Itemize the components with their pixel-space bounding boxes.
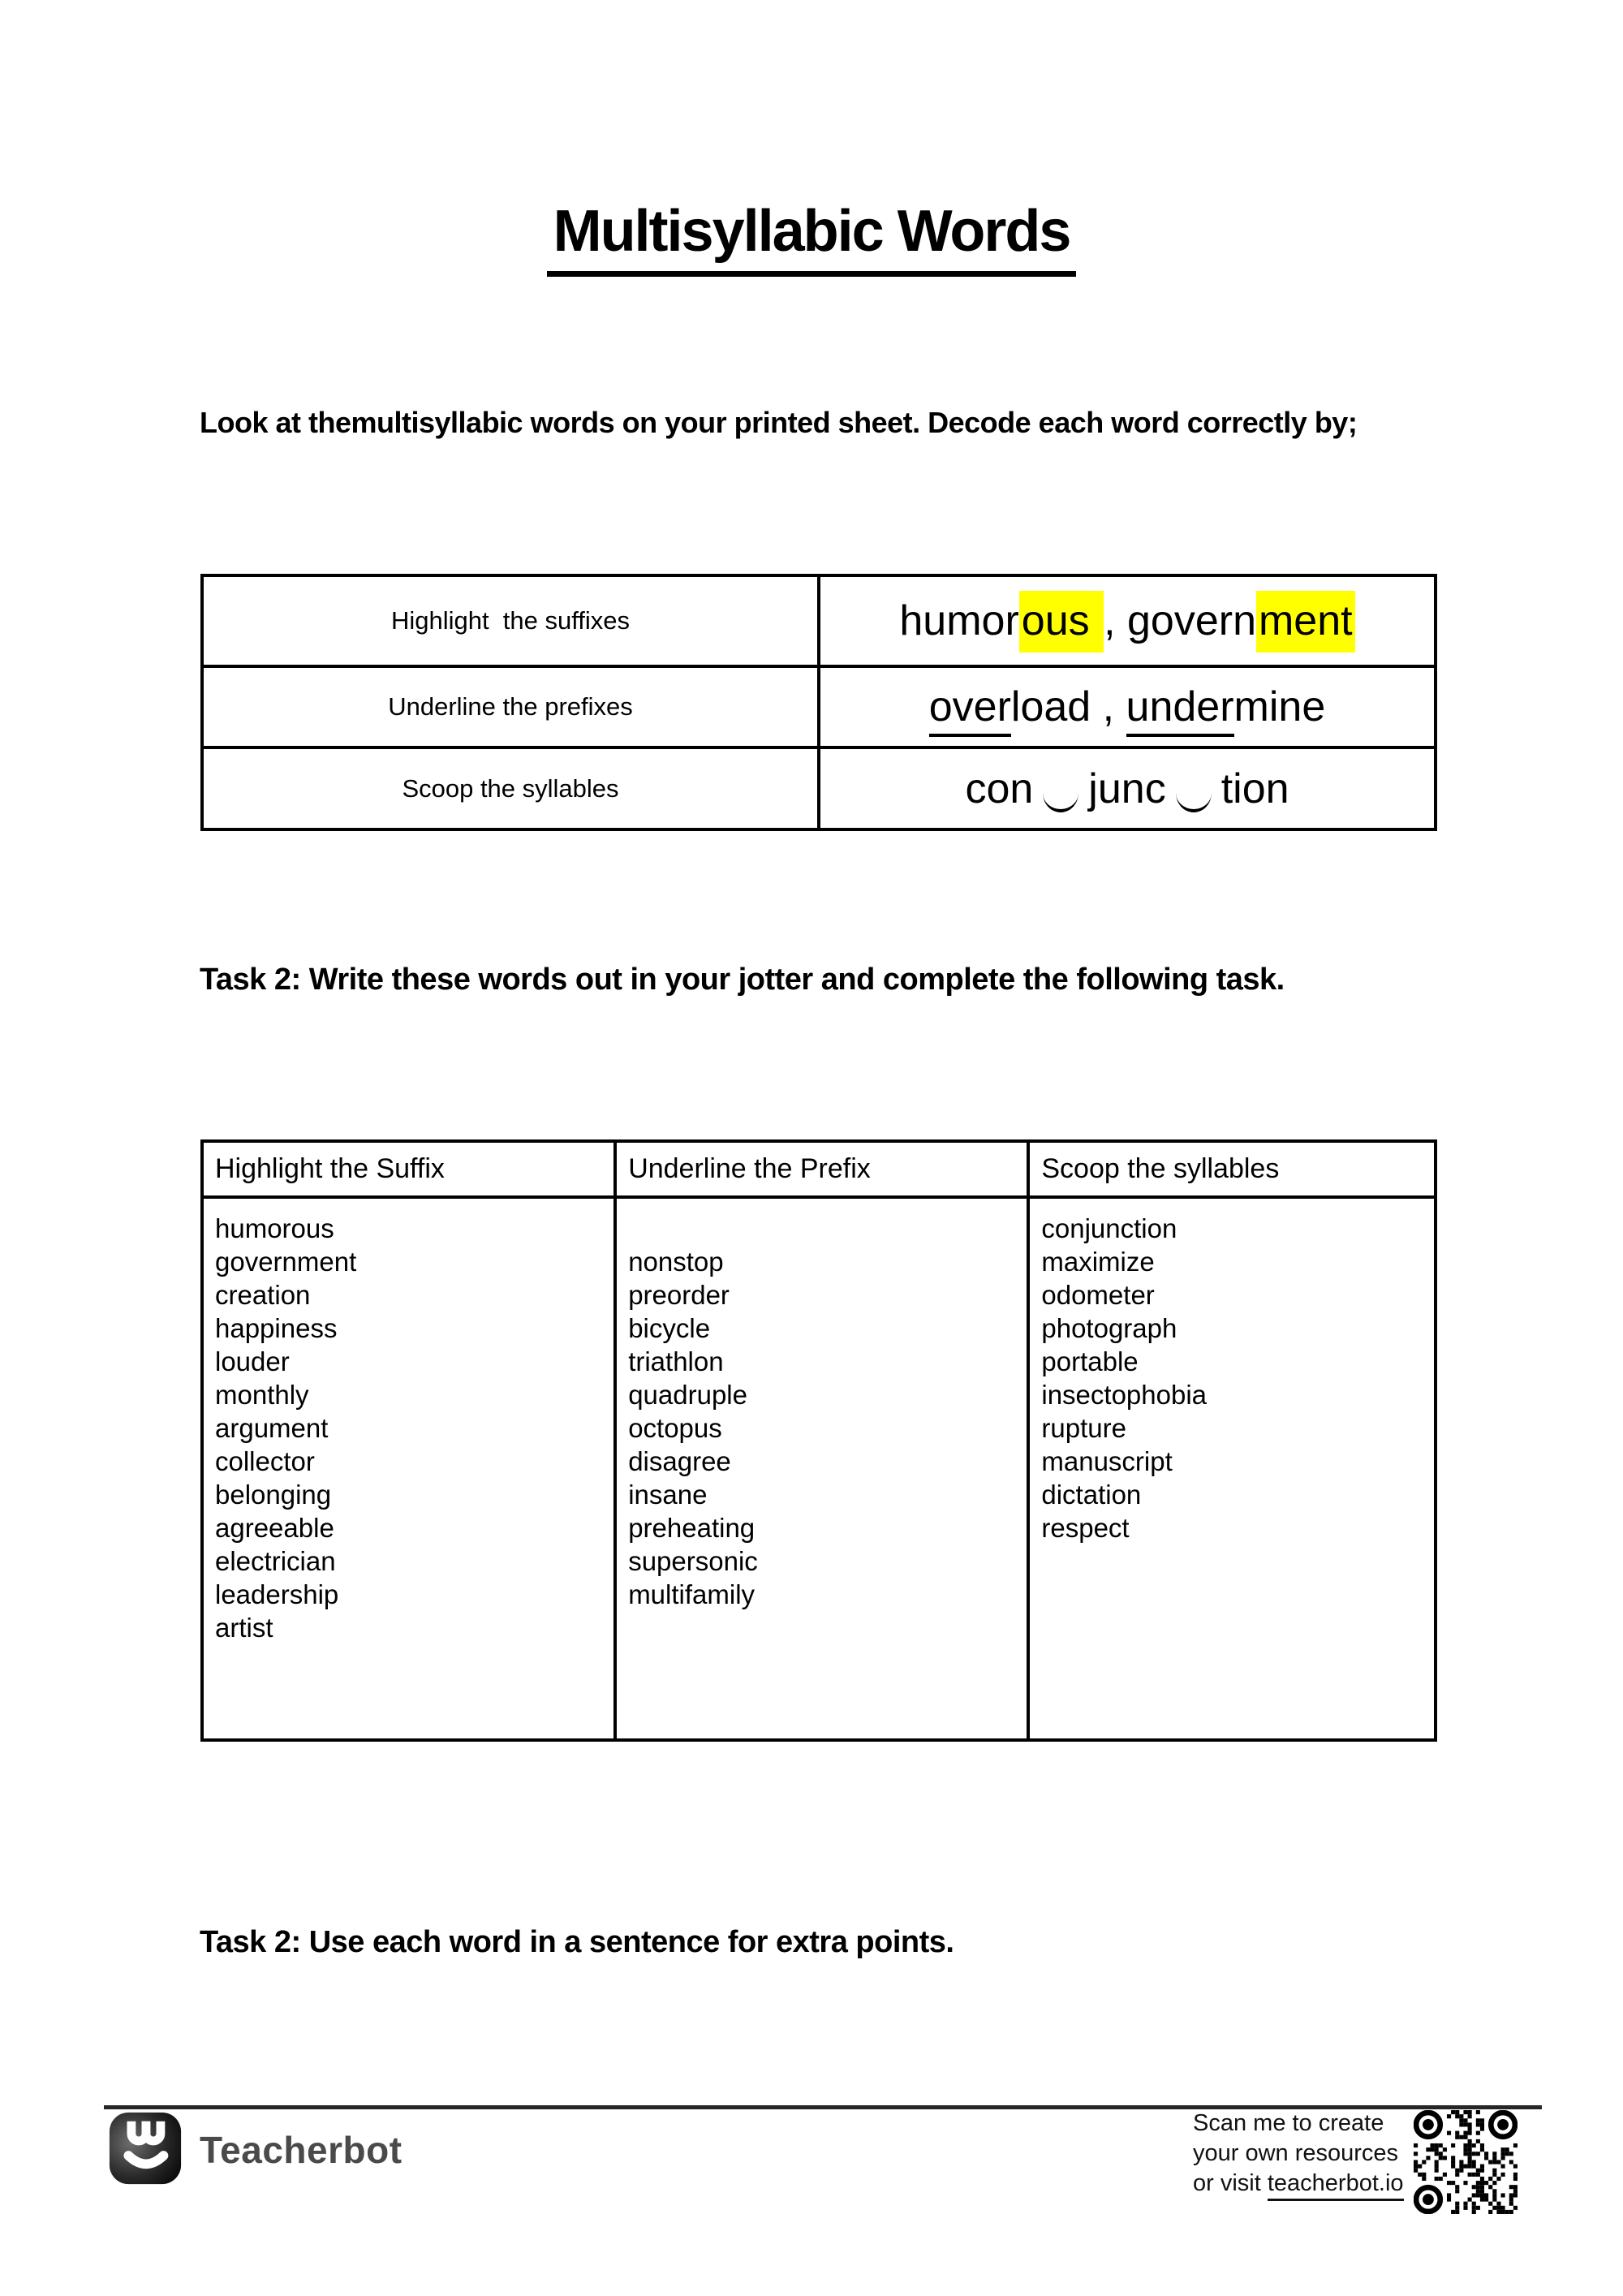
word-item: disagree [628, 1446, 731, 1476]
word-item: triathlon [628, 1346, 724, 1376]
scan-line-3 [1193, 2169, 1404, 2199]
page-title: Multisyllabic Words [547, 198, 1077, 277]
word-item: supersonic [628, 1546, 758, 1576]
word-item: government [215, 1247, 357, 1277]
text-segment: con [965, 765, 1034, 812]
word-item [628, 1212, 1022, 1245]
text-segment: junc [1088, 765, 1166, 812]
teacherbot-link[interactable]: teacherbot.io [1268, 2170, 1404, 2201]
word-item: agreeable [215, 1513, 334, 1543]
word-item: maximize [1041, 1247, 1155, 1277]
word-item: multifamily [628, 1579, 756, 1609]
word-table [200, 1139, 1437, 1742]
word-item: odometer [1041, 1280, 1155, 1310]
word-table-header-scoop: Scoop the syllables [1028, 1141, 1436, 1197]
scan-line-3-prefix: or visit [1193, 2170, 1268, 2196]
word-item: monthly [215, 1380, 309, 1410]
word-item: bicycle [628, 1313, 711, 1343]
word-item: insectophobia [1041, 1380, 1208, 1410]
word-item: dictation [1041, 1480, 1142, 1510]
scan-text [1193, 2109, 1404, 2199]
underline-mark: under [1126, 683, 1234, 737]
decode-label-suffixes: Highlight the suffixes [202, 575, 819, 666]
word-item: happiness [215, 1313, 338, 1343]
decode-example-suffixes [819, 575, 1436, 666]
decode-row-suffixes [202, 575, 1436, 666]
word-item: preorder [628, 1280, 730, 1310]
decode-label-prefixes: Underline the prefixes [202, 666, 819, 747]
highlight-mark: ous [1019, 591, 1104, 653]
highlight-mark: ment [1256, 591, 1355, 653]
decode-table [200, 574, 1437, 831]
teacherbot-logo-icon [109, 2112, 182, 2185]
scan-line-2: your own resources [1193, 2140, 1399, 2166]
word-item: quadruple [628, 1380, 747, 1410]
word-item: photograph [1041, 1313, 1177, 1343]
word-table-body-row [202, 1197, 1436, 1740]
word-item: manuscript [1041, 1446, 1173, 1476]
brand-wordmark: Teacherbot [200, 2129, 403, 2171]
task2b-heading: Task 2: Use each word in a sentence for extra points. [200, 1925, 954, 1959]
word-item: belonging [215, 1480, 332, 1510]
scan-line-1: Scan me to create [1193, 2110, 1384, 2136]
word-item: respect [1041, 1513, 1130, 1543]
text-segment: mine [1233, 683, 1326, 730]
word-item: humorous [215, 1213, 334, 1243]
word-item: preheating [628, 1513, 756, 1543]
word-item: argument [215, 1413, 329, 1443]
decode-label-scoop: Scoop the syllables [202, 747, 819, 829]
text-segment: , govern [1104, 597, 1256, 644]
title-wrap [0, 198, 1623, 277]
text-segment: tion [1220, 765, 1289, 812]
word-table-header-suffix: Highlight the Suffix [202, 1141, 615, 1197]
word-item: louder [215, 1346, 290, 1376]
word-item: insane [628, 1480, 708, 1510]
word-item: nonstop [628, 1247, 724, 1277]
word-item: collector [215, 1446, 315, 1476]
text-segment: load , [1010, 683, 1126, 730]
task2-heading: Task 2: Write these words out in your jotter and complete the following task. [200, 963, 1285, 997]
word-column-scoop [1028, 1197, 1436, 1740]
word-item: electrician [215, 1546, 336, 1576]
decode-row-scoop [202, 747, 1436, 829]
word-column-prefix [615, 1197, 1028, 1740]
word-item: artist [215, 1613, 273, 1643]
qr-code [1414, 2110, 1518, 2214]
decode-row-prefixes [202, 666, 1436, 747]
intro-text: Look at themultisyllabic words on your printed sheet. Decode each word correctly by; [200, 406, 1358, 439]
text-segment: humor [899, 597, 1019, 644]
word-item: creation [215, 1280, 311, 1310]
word-column-suffix [202, 1197, 615, 1740]
decode-example-prefixes [819, 666, 1436, 747]
scoop-mark [1176, 793, 1212, 812]
scoop-mark [1043, 793, 1078, 812]
word-item: octopus [628, 1413, 722, 1443]
word-item: portable [1041, 1346, 1139, 1376]
underline-mark: over [929, 683, 1011, 737]
word-item: rupture [1041, 1413, 1126, 1443]
decode-example-scoop [819, 747, 1436, 829]
word-table-header-prefix: Underline the Prefix [615, 1141, 1028, 1197]
word-table-header-row [202, 1141, 1436, 1197]
word-item: leadership [215, 1579, 339, 1609]
word-item: conjunction [1041, 1213, 1177, 1243]
